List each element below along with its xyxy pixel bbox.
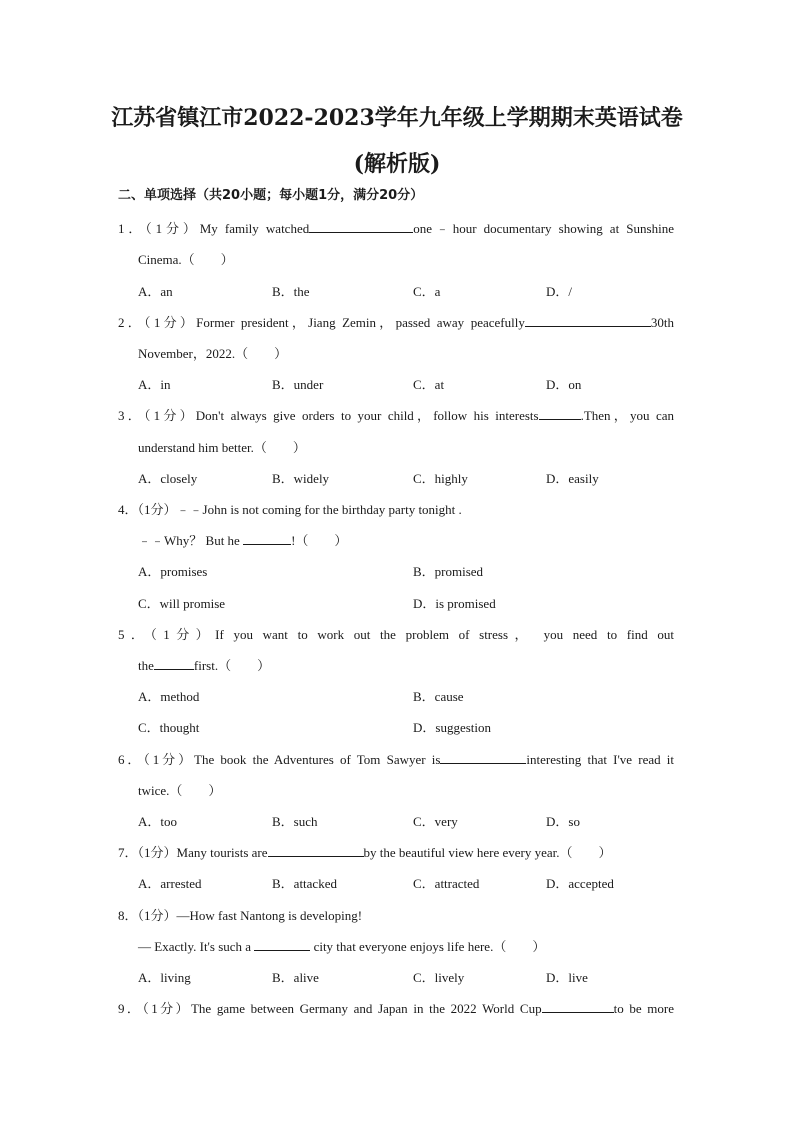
option-d: D．is promised bbox=[413, 596, 496, 611]
question-score: （1分） bbox=[143, 752, 195, 767]
question-stem: —How fast Nantong is developing! bbox=[176, 908, 363, 923]
question-8 bbox=[118, 905, 362, 924]
question-stem: Former president，Jiang Zemin，passed away peacefully bbox=[196, 315, 525, 330]
question-stem: Don't always give orders to your child，follow his interests bbox=[195, 408, 539, 423]
question-stem-end: !（ ） bbox=[291, 533, 348, 548]
option-c: C．highly bbox=[413, 471, 468, 486]
question-5 bbox=[118, 624, 674, 643]
question-score: （1分） bbox=[145, 221, 200, 236]
question-7 bbox=[118, 842, 612, 861]
answer-blank bbox=[154, 657, 194, 670]
question-4-line2 bbox=[138, 530, 347, 549]
option-c: C．thought bbox=[138, 720, 200, 735]
question-2 bbox=[118, 312, 674, 331]
question-stem-cont: to be more bbox=[613, 1001, 674, 1016]
question-number: 6． bbox=[118, 752, 144, 767]
question-number: 2． bbox=[118, 315, 145, 330]
question-5-line2 bbox=[138, 655, 270, 674]
option-d: D．accepted bbox=[546, 876, 614, 891]
question-8-line2 bbox=[138, 936, 545, 955]
option-c: C．attracted bbox=[413, 876, 480, 891]
option-b: B．under bbox=[272, 377, 324, 392]
question-stem-cont: .Then，you can bbox=[580, 408, 674, 423]
question-stem: Many tourists are bbox=[176, 845, 268, 860]
question-stem-cont: by the beautiful view here every year.（ ） bbox=[363, 845, 612, 860]
question-2-line2: November，2022.（ ） bbox=[138, 346, 288, 361]
answer-blank bbox=[268, 844, 364, 857]
question-score: （1分） bbox=[142, 1001, 191, 1016]
question-stem-cont: ﹣﹣Why？ But he bbox=[138, 533, 244, 548]
option-d: D．on bbox=[546, 377, 582, 392]
question-1 bbox=[118, 218, 674, 237]
option-a: A．living bbox=[138, 970, 191, 985]
option-c: C．a bbox=[413, 284, 441, 299]
option-d: D．easily bbox=[546, 471, 599, 486]
question-score: （1分） bbox=[137, 845, 177, 860]
question-number: 7． bbox=[118, 845, 138, 860]
question-score: （1分） bbox=[137, 908, 177, 923]
answer-blank bbox=[525, 314, 651, 327]
question-6 bbox=[118, 749, 674, 768]
question-1-line2: Cinema.（ ） bbox=[138, 252, 234, 267]
option-c: C．will promise bbox=[138, 596, 226, 611]
option-c: C．at bbox=[413, 377, 445, 392]
question-stem-end: city that everyone enjoys life here.（ ） bbox=[310, 939, 546, 954]
option-d: D．suggestion bbox=[413, 720, 492, 735]
option-a: A．in bbox=[138, 377, 171, 392]
option-b: B．such bbox=[272, 814, 318, 829]
answer-blank bbox=[243, 532, 291, 545]
question-score: （1分） bbox=[150, 627, 216, 642]
option-d: D．live bbox=[546, 970, 588, 985]
option-b: B．widely bbox=[272, 471, 330, 486]
option-a: A．closely bbox=[138, 471, 198, 486]
question-number: 9． bbox=[118, 1001, 143, 1016]
question-stem-cont: interesting that I've read it bbox=[526, 752, 674, 767]
option-a: A．an bbox=[138, 284, 173, 299]
option-d: D．/ bbox=[546, 284, 573, 299]
question-stem: My family watched bbox=[199, 221, 310, 236]
question-stem-end: first.（ ） bbox=[193, 658, 271, 673]
answer-blank bbox=[542, 1000, 614, 1013]
option-a: A．promises bbox=[138, 564, 208, 579]
question-number: 3． bbox=[118, 408, 144, 423]
section-heading: 二、单项选择（共20小题；每小题1分，满分20分） bbox=[118, 188, 424, 203]
question-number: 4． bbox=[118, 502, 138, 517]
question-stem: ﹣﹣John is not coming for the birthday party tonight . bbox=[176, 502, 462, 517]
question-6-line2: twice.（ ） bbox=[138, 783, 222, 798]
answer-blank bbox=[440, 751, 526, 764]
option-a: A．too bbox=[138, 814, 178, 829]
question-stem-cont: one﹣hour documentary showing at Sunshine bbox=[413, 221, 674, 236]
option-b: B．attacked bbox=[272, 876, 337, 891]
question-score: （1分） bbox=[137, 502, 177, 517]
answer-blank bbox=[254, 938, 310, 951]
question-stem: If you want to work out the problem of stress， you need to find out bbox=[215, 627, 674, 642]
answer-blank bbox=[309, 220, 413, 233]
option-b: B．cause bbox=[413, 689, 464, 704]
question-stem-cont: — Exactly. It's such a bbox=[138, 939, 255, 954]
page-title: 江苏省镇江市2022-2023学年九年级上学期期末英语试卷(解析版) bbox=[111, 105, 683, 177]
question-number: 5． bbox=[118, 627, 151, 642]
question-9 bbox=[118, 998, 674, 1017]
question-score: （1分） bbox=[143, 408, 196, 423]
question-stem-cont: 30th bbox=[650, 315, 674, 330]
option-c: C．lively bbox=[413, 970, 465, 985]
question-4 bbox=[118, 499, 462, 518]
question-number: 1． bbox=[118, 221, 146, 236]
question-3-line2: understand him better.（ ） bbox=[138, 440, 306, 455]
option-c: C．very bbox=[413, 814, 458, 829]
question-stem-cont: the bbox=[138, 658, 154, 673]
question-score: （1分） bbox=[144, 315, 197, 330]
question-stem: The book the Adventures of Tom Sawyer is bbox=[194, 752, 441, 767]
option-a: A．method bbox=[138, 689, 200, 704]
option-b: B．promised bbox=[413, 564, 484, 579]
option-b: B．the bbox=[272, 284, 310, 299]
answer-blank bbox=[539, 407, 581, 420]
option-d: D．so bbox=[546, 814, 580, 829]
question-3 bbox=[118, 405, 674, 424]
option-a: A．arrested bbox=[138, 876, 202, 891]
option-b: B．alive bbox=[272, 970, 319, 985]
question-number: 8． bbox=[118, 908, 138, 923]
question-stem: The game between Germany and Japan in the 2022 World Cup bbox=[190, 1001, 542, 1016]
